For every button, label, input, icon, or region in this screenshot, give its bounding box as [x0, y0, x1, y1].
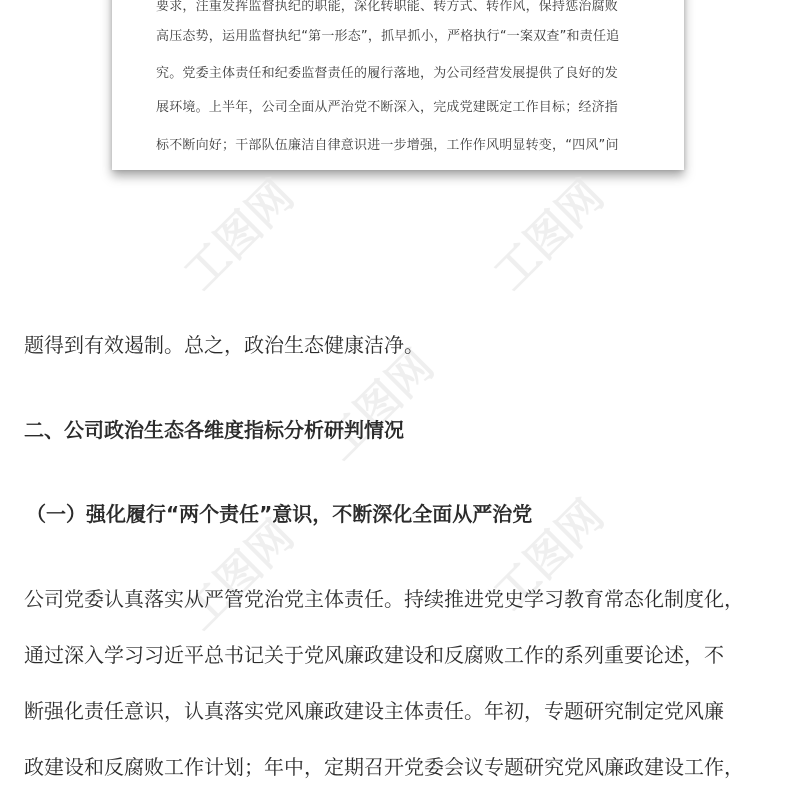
body-text-line: 公司党委认真落实从严管党治党主体责任。持续推进党史学习教育常态化制度化，	[24, 587, 744, 611]
card-text-line: 标不断向好；干部队伍廉洁自律意识进一步增强，工作作风明显转变，“四风”问	[156, 138, 619, 153]
body-text-line: 通过深入学习习近平总书记关于党风廉政建设和反腐败工作的系列重要论述，不	[24, 643, 724, 667]
body-text-line: 政建设和反腐败工作计划；年中，定期召开党委会议专题研究党风廉政建设工作，	[24, 755, 744, 779]
watermark: 工图网	[174, 170, 304, 300]
document-page-preview	[112, 0, 684, 170]
watermark: 工图网	[174, 510, 304, 640]
card-text-line: 展环境。上半年，公司全面从严治党不断深入，完成党建既定工作目标；经济指	[156, 100, 619, 115]
body-text-line: 断强化责任意识，认真落实党风廉政建设主体责任。年初，专题研究制定党风廉	[24, 699, 724, 723]
body-paragraph-continuation: 题得到有效遏制。总之，政治生态健康洁净。	[24, 333, 424, 357]
sub-heading: （一）强化履行“两个责任”意识，不断深化全面从严治党	[26, 502, 533, 526]
card-text-line: 要求，注重发挥监督执纪的职能，深化转职能、转方式、转作风，保持惩治腐败	[156, 0, 619, 14]
watermark: 工图网	[484, 170, 614, 300]
watermark: 工图网	[484, 490, 614, 620]
section-heading: 二、公司政治生态各维度指标分析研判情况	[24, 418, 404, 442]
watermark: 工图网	[314, 340, 444, 470]
card-text-line: 究。党委主体责任和纪委监督责任的履行落地，为公司经营发展提供了良好的发	[156, 66, 619, 81]
card-text-line: 高压态势，运用监督执纪“第一形态”，抓早抓小，严格执行“一案双查”和责任追	[156, 29, 620, 44]
